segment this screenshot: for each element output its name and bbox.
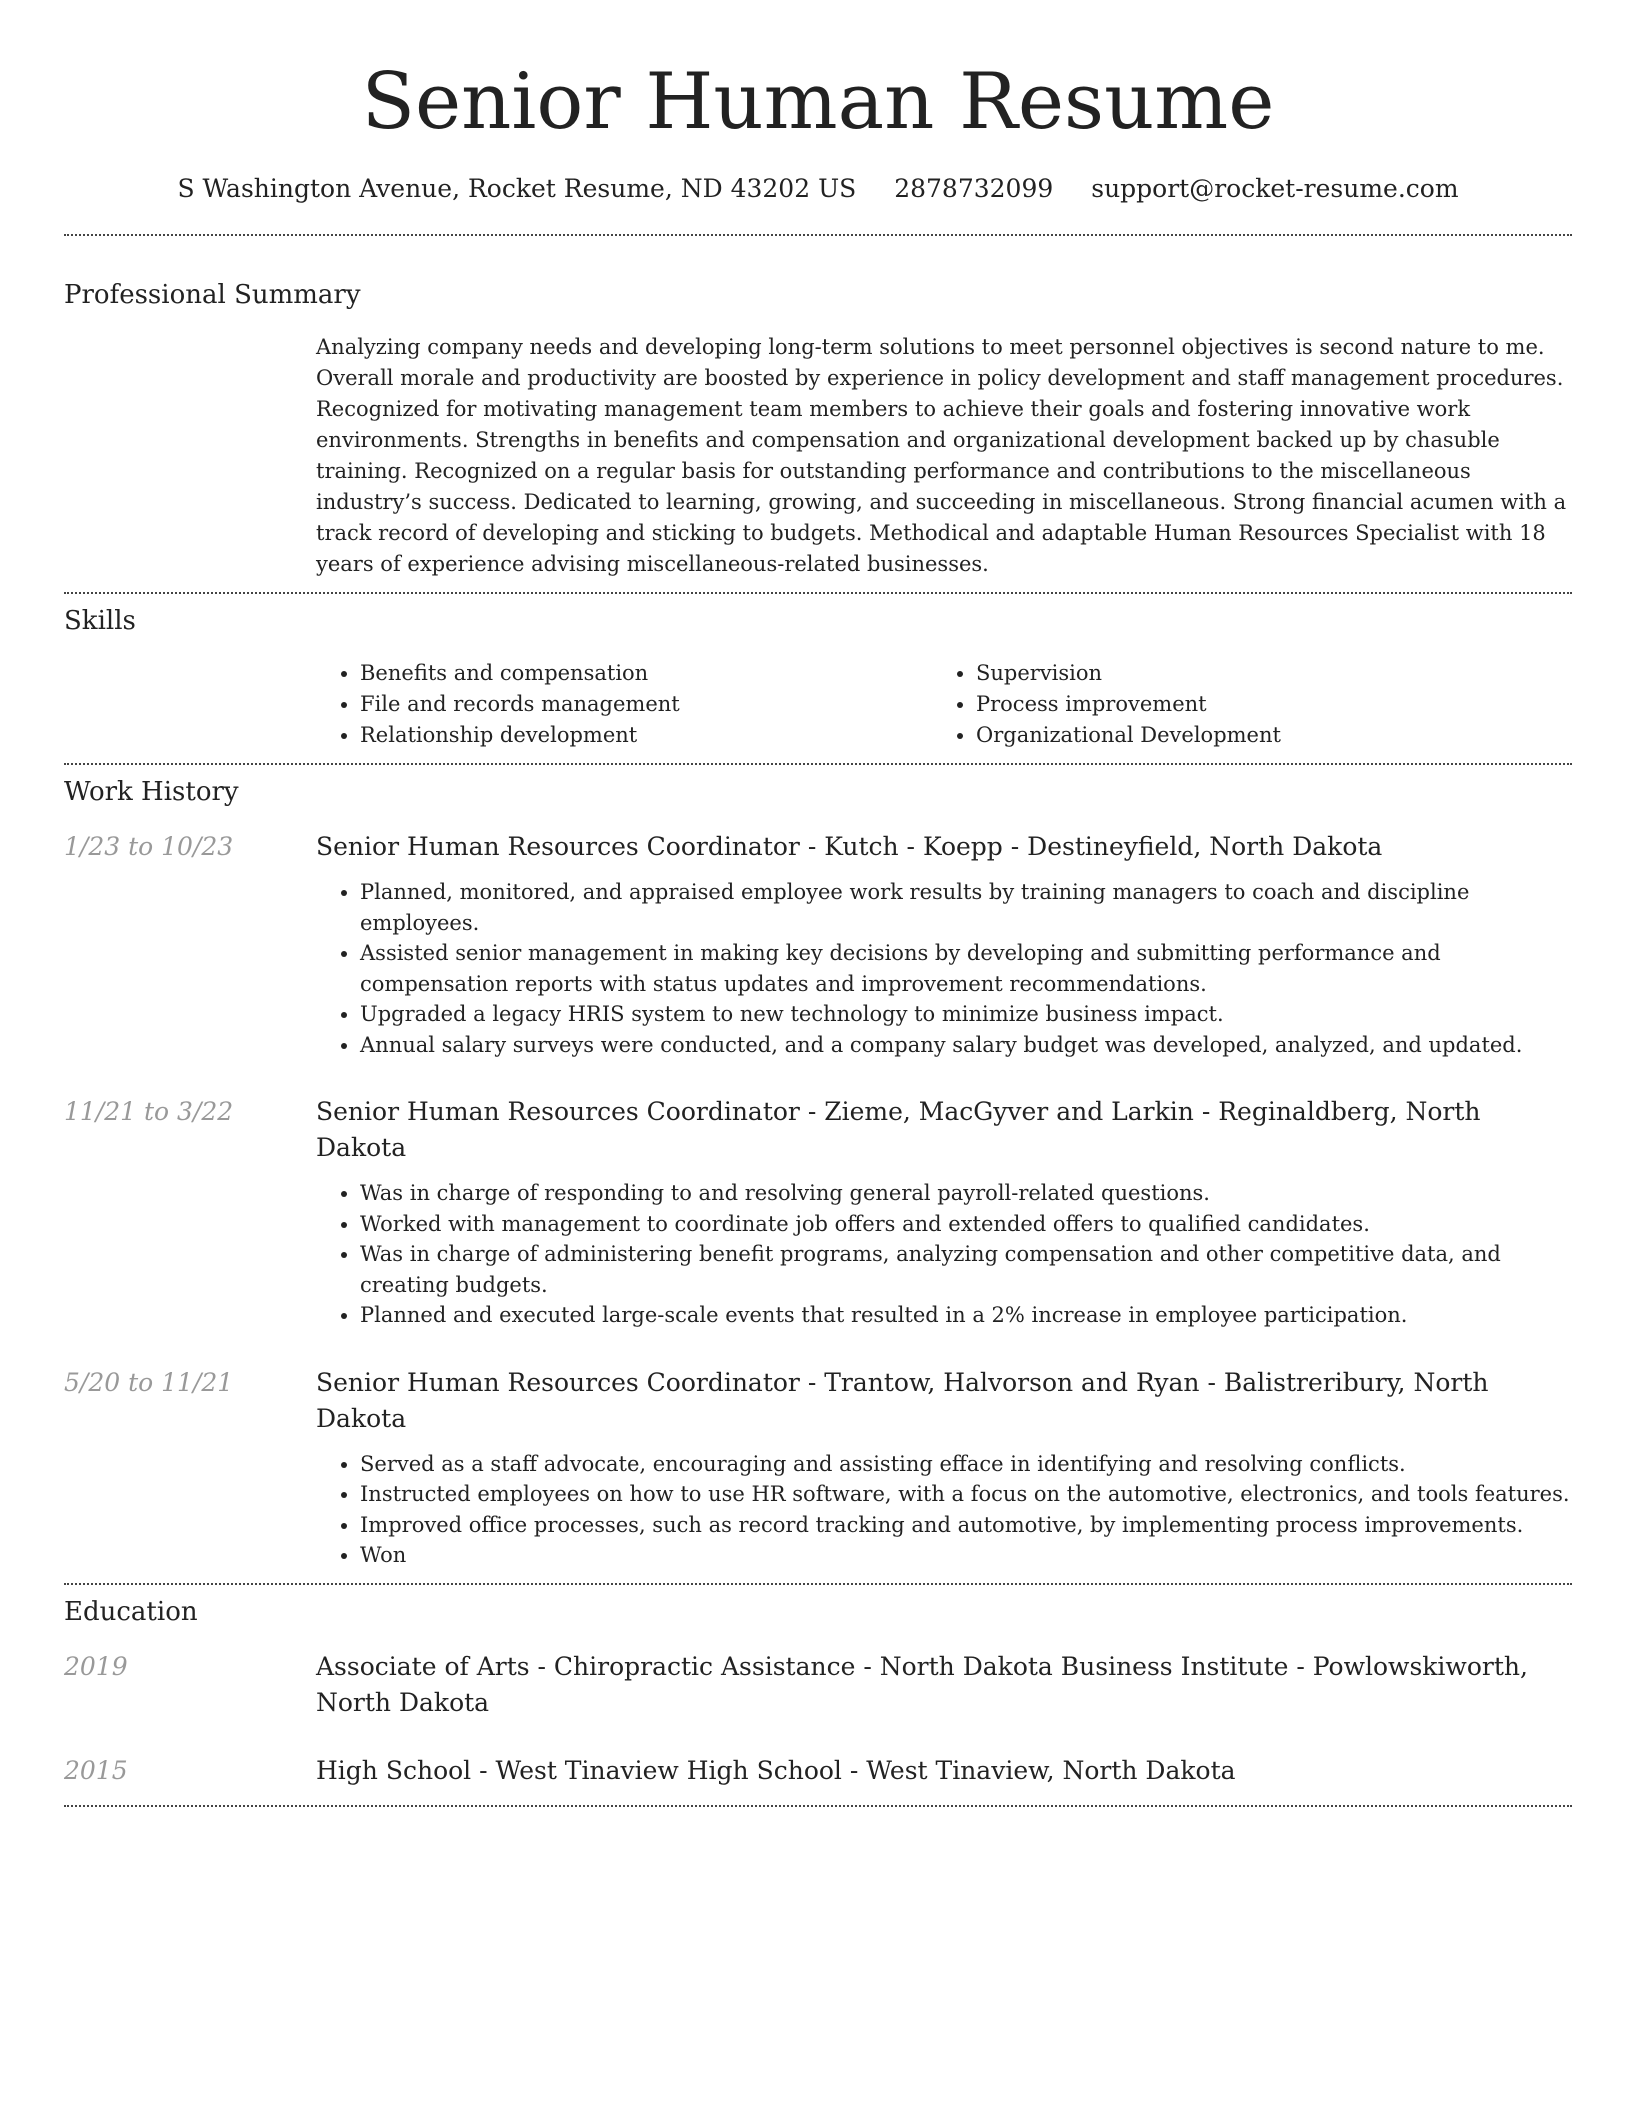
- job-bullet: • Improved office processes, such as record tracking and automotive, by implementing process improvements.: [360, 1510, 1572, 1541]
- contact-address: S Washington Avenue, Rocket Resume, ND 43202 US: [177, 174, 857, 203]
- job-company: Trantow, Halvorson and Ryan: [824, 1367, 1200, 1397]
- contact-phone: 2878732099: [894, 174, 1054, 203]
- resume-page: [64, 0, 1572, 1807]
- job-bullets: [316, 1449, 1572, 1571]
- job-location: Balistreribury, North Dakota: [316, 1367, 1489, 1433]
- divider: [64, 1805, 1572, 1807]
- section-title-skills: Skills: [64, 606, 136, 636]
- job-entry: [64, 1094, 1572, 1331]
- job-bullet: • Was in charge of administering benefit programs, analyzing compensation and other competitive data, and creating budgets.: [360, 1239, 1572, 1300]
- education-degree: High School: [316, 1755, 472, 1785]
- skill-item: • Supervision: [976, 658, 1548, 689]
- job-bullet: • Upgraded a legacy HRIS system to new technology to minimize business impact.: [360, 999, 1572, 1030]
- section-title-summary: Professional Summary: [64, 280, 361, 310]
- job-bullet: • Assisted senior management in making key decisions by developing and submitting performance and compensation reports with status updates and improvement recommendations.: [360, 938, 1572, 999]
- skill-item: • Organizational Development: [976, 720, 1548, 751]
- job-bullet: • Served as a staff advocate, encouraging and assisting efface in identifying and resolving conflicts.: [360, 1449, 1572, 1480]
- education-school: West Tinaview High School: [495, 1755, 842, 1785]
- summary-section: [64, 278, 1572, 580]
- education-entry: [64, 1753, 1572, 1789]
- skills-column-right: [932, 658, 1548, 751]
- job-location: Reginaldberg, North Dakota: [316, 1097, 1481, 1162]
- education-location: West Tinaview, North Dakota: [866, 1755, 1236, 1785]
- job-role: Senior Human Resources Coordinator: [316, 832, 800, 861]
- job-bullet: • Planned and executed large-scale events that resulted in a 2% increase in employee participation.: [360, 1300, 1572, 1331]
- education-degree: Associate of Arts - Chiropractic Assistance: [316, 1651, 856, 1681]
- divider: [64, 592, 1572, 594]
- education-entry: [64, 1649, 1572, 1721]
- education-location: Powlowskiworth, North Dakota: [316, 1651, 1528, 1717]
- resume-name: Senior Human Resume: [361, 57, 1275, 147]
- education-school: North Dakota Business Institute: [879, 1651, 1289, 1681]
- job-bullets: [316, 877, 1572, 1060]
- education-section: [64, 1595, 1572, 1789]
- skills-section: [64, 604, 1572, 751]
- skill-item: • Relationship development: [360, 720, 932, 751]
- skill-item: • File and records management: [360, 689, 932, 720]
- divider: [64, 1583, 1572, 1585]
- job-bullet: • Won: [360, 1540, 1572, 1571]
- job-role: Senior Human Resources Coordinator: [316, 1367, 800, 1397]
- education-heading: Associate of Arts - Chiropractic Assistance - North Dakota Business Institute - Powlowskiworth, North Dakota: [316, 1651, 1528, 1717]
- skill-item: • Process improvement: [976, 689, 1548, 720]
- skills-list: [316, 658, 1572, 751]
- job-heading: Senior Human Resources Coordinator - Kutch - Koepp - Destineyfield, North Dakota: [316, 832, 1383, 861]
- job-role: Senior Human Resources Coordinator: [316, 1097, 800, 1126]
- job-bullet: • Planned, monitored, and appraised employee work results by training managers to coach and discipline employees.: [360, 877, 1572, 938]
- skill-item: • Benefits and compensation: [360, 658, 932, 689]
- job-date: 5/20 to 11/21: [64, 1367, 234, 1397]
- contact-email: support@rocket-resume.com: [1091, 174, 1459, 203]
- divider: [64, 234, 1572, 236]
- summary-text: Analyzing company needs and developing long-term solutions to meet personnel objectives is second nature to me. Overall morale and productivity are boosted by experience in policy development and staff management procedures. Recognized for motivating management team members to achieve their goals and fostering innovative work environments. Strengths in benefits and compensation and organizational development backed up by chasuble training. Recognized on a regular basis for outstanding performance and contributions to the miscellaneous industry’s success. Dedicated to learning, growing, and succeeding in miscellaneous. Strong financial acumen with a track record of developing and sticking to budgets. Methodical and adaptable Human Resources Specialist with 18 years of experience advising miscellaneous-related businesses.: [316, 335, 1567, 576]
- education-date: 2019: [64, 1651, 128, 1681]
- job-location: Destineyfield, North Dakota: [1027, 832, 1383, 861]
- job-bullet: • Was in charge of responding to and resolving general payroll-related questions.: [360, 1178, 1572, 1209]
- job-heading: Senior Human Resources Coordinator - Trantow, Halvorson and Ryan - Balistreribury, North Dakota: [316, 1367, 1489, 1433]
- education-date: 2015: [64, 1755, 128, 1785]
- contact-line: [64, 172, 1572, 206]
- job-company: Zieme, MacGyver and Larkin: [824, 1097, 1194, 1126]
- job-bullet: • Instructed employees on how to use HR software, with a focus on the automotive, electronics, and tools features.: [360, 1479, 1572, 1510]
- job-company: Kutch - Koepp: [824, 832, 1003, 861]
- job-entry: [64, 829, 1572, 1060]
- job-bullets: [316, 1178, 1572, 1331]
- education-heading: High School - West Tinaview High School - West Tinaview, North Dakota: [316, 1755, 1236, 1785]
- divider: [64, 763, 1572, 765]
- section-title-work: Work History: [64, 777, 239, 807]
- section-title-education: Education: [64, 1596, 198, 1627]
- work-section: [64, 775, 1572, 1583]
- job-date: 11/21 to 3/22: [64, 1097, 234, 1126]
- job-date: 1/23 to 10/23: [64, 832, 234, 861]
- job-bullet: • Annual salary surveys were conducted, and a company salary budget was developed, analyzed, and updated.: [360, 1030, 1572, 1061]
- job-heading: Senior Human Resources Coordinator - Zieme, MacGyver and Larkin - Reginaldberg, North Dakota: [316, 1097, 1481, 1162]
- job-entry: [64, 1365, 1572, 1583]
- job-bullet: • Worked with management to coordinate job offers and extended offers to qualified candidates.: [360, 1209, 1572, 1240]
- skills-column-left: [316, 658, 932, 751]
